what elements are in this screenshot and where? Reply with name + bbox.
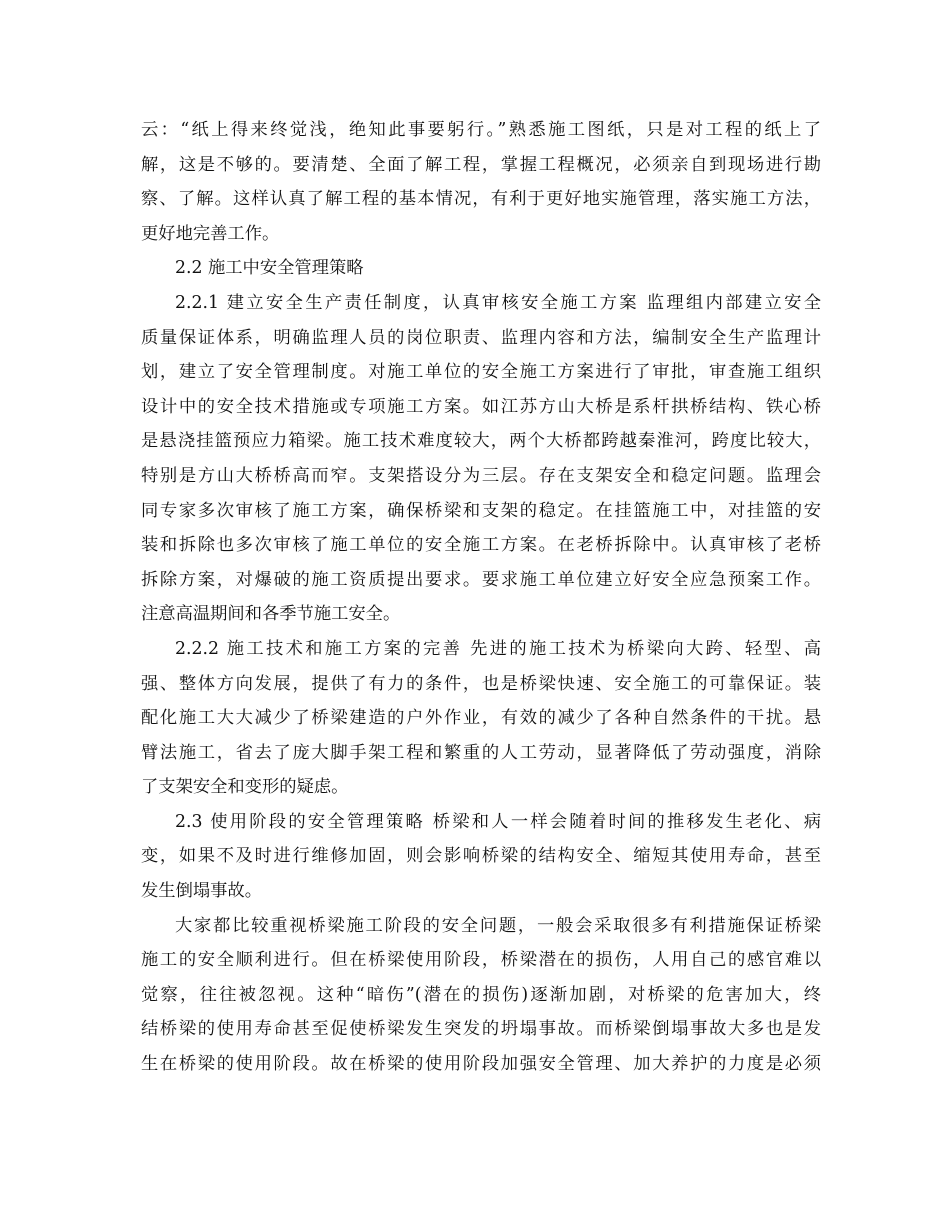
text-line: 质量保证体系，明确监理人员的岗位职责、监理内容和方法，编制安全生产监理计 xyxy=(141,327,821,348)
text-line: 云：“纸上得来终觉浅，绝知此事要躬行。”熟悉施工图纸，只是对工程的纸上了 xyxy=(141,120,821,140)
text-line: 强、整体方向发展，提供了有力的条件，也是桥梁快速、安全施工的可靠保证。装 xyxy=(141,673,821,694)
text-line: 是悬浇挂篮预应力箱梁。施工技术难度较大，两个大桥都跨越秦淮河，跨度比较大， xyxy=(141,431,821,452)
text-line: 设计中的安全技术措施或专项施工方案。如江苏方山大桥是系杆拱桥结构、铁心桥 xyxy=(141,396,821,417)
text-line: 配化施工大大减少了桥梁建造的户外作业，有效的减少了各种自然条件的干扰。悬 xyxy=(141,708,821,729)
text-line: 更好地完善工作。 xyxy=(141,223,280,244)
text-line: 装和拆除也多次审核了施工单位的安全施工方案。在老桥拆除中。认真审核了老桥 xyxy=(141,535,821,556)
text-line: 注意高温期间和各季节施工安全。 xyxy=(141,604,401,625)
text-line: 察、了解。这样认真了解工程的基本情况，有利于更好地实施管理，落实施工方法， xyxy=(141,189,821,210)
text-line: 划，建立了安全管理制度。对施工单位的安全施工方案进行了审批，审查施工组织 xyxy=(141,362,821,383)
text-line: 结桥梁的使用寿命甚至促使桥梁发生突发的坍塌事故。而桥梁倒塌事故大多也是发 xyxy=(141,1019,821,1040)
text-line: 拆除方案，对爆破的施工资质提出要求。要求施工单位建立好安全应急预案工作。 xyxy=(141,569,821,590)
text-line: 2.2.1 建立安全生产责任制度，认真审核安全施工方案 监理组内部建立安全 xyxy=(175,292,821,313)
text-line: 大家都比较重视桥梁施工阶段的安全问题，一般会采取很多有利措施保证桥梁 xyxy=(175,915,821,936)
text-line: 解，这是不够的。要清楚、全面了解工程，掌握工程概况，必须亲自到现场进行勘 xyxy=(141,154,821,175)
text-line: 臂法施工，省去了庞大脚手架工程和繁重的人工劳动，显著降低了劳动强度，消除 xyxy=(141,742,821,763)
text-line: 2.2.2 施工技术和施工方案的完善 先进的施工技术为桥梁向大跨、轻型、高 xyxy=(175,638,821,659)
text-line: 觉察，往往被忽视。这种“暗伤”(潜在的损伤)逐渐加剧，对桥梁的危害加大，终 xyxy=(141,984,821,1005)
text-line: 了支架安全和变形的疑虑。 xyxy=(141,777,349,798)
text-line: 特别是方山大桥桥高而窄。支架搭设分为三层。存在支架安全和稳定问题。监理会 xyxy=(141,465,821,486)
text-line: 生在桥梁的使用阶段。故在桥梁的使用阶段加强安全管理、加大养护的力度是必须 xyxy=(141,1054,821,1075)
text-line: 2.3 使用阶段的安全管理策略 桥梁和人一样会随着时间的推移发生老化、病 xyxy=(175,811,821,832)
body-text xyxy=(141,113,821,1082)
section-heading: 2.2 施工中安全管理策略 xyxy=(175,258,364,279)
text-line: 施工的安全顺利进行。但在桥梁使用阶段，桥梁潜在的损伤，人用自己的感官难以 xyxy=(141,950,821,971)
text-line: 变，如果不及时进行维修加固，则会影响桥梁的结构安全、缩短其使用寿命，甚至 xyxy=(141,846,821,867)
text-line: 同专家多次审核了施工方案，确保桥梁和支架的稳定。在挂篮施工中，对挂篮的安 xyxy=(141,500,821,521)
text-line: 发生倒塌事故。 xyxy=(141,881,262,902)
